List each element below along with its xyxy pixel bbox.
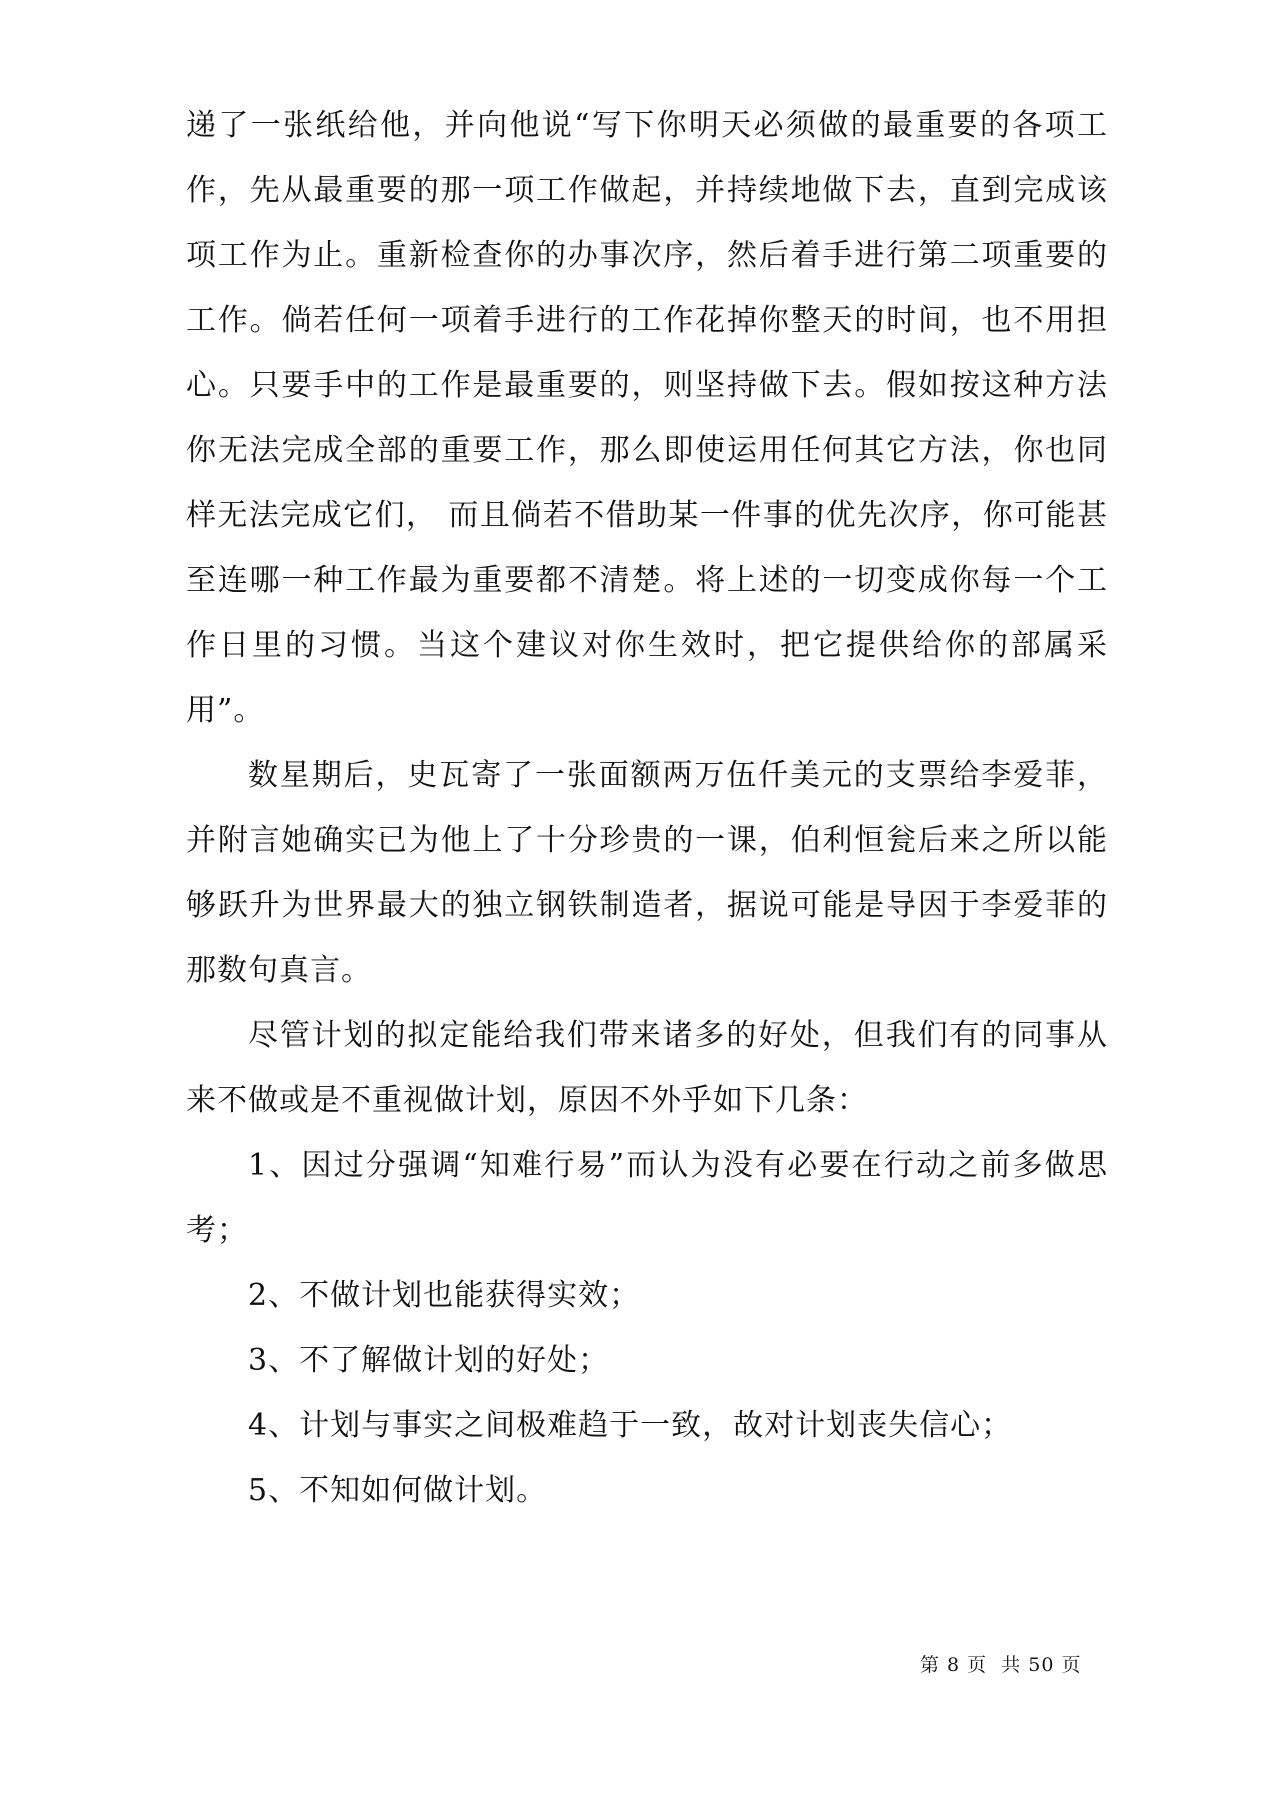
paragraph-continuation: 递了一张纸给他，并向他说“写下你明天必须做的最重要的各项工作，先从最重要的那一项工作做起，并持续地做下去，直到完成该项工作为止。重新检查你的办事次序，然后着手进行第二项重要的工作。倘若任何一项着手进行的工作花掉你整天的时间，也不用担心。只要手中的工作是最重要的，则坚持做下去。假如按这种方法你无法完成全部的重要工作，那么即使运用任何其它方法，你也同样无法完成它们， 而且倘若不借助某一件事的优先次序，你可能甚至连哪一种工作最为重要都不清楚。将上述的一切变成你每一个工作日里的习惯。当这个建议对你生效时，把它提供给你的部属采用”。 <box>186 108 1108 728</box>
list-item-reason-1: 1、因过分强调“知难行易”而认为没有必要在行动之前多做思考； <box>186 1148 1108 1248</box>
list-item-reason-2: 2、不做计划也能获得实效； <box>248 1278 641 1313</box>
page-number-footer: 第 8 页 共 50 页 <box>920 1654 1082 1676</box>
list-item-reason-4: 4、计划与事实之间极难趋于一致，故对计划丧失信心； <box>248 1408 1013 1443</box>
paragraph-schwab-check: 数星期后，史瓦寄了一张面额两万伍仟美元的支票给李爱菲，并附言她确实已为他上了十分珍贵的一课，伯利恒瓮后来之所以能够跃升为世界最大的独立钢铁制造者，据说可能是导因于李爱菲的那数句真言。 <box>186 758 1108 988</box>
list-item-reason-3: 3、不了解做计划的好处； <box>248 1343 610 1378</box>
body-text <box>186 93 1108 1523</box>
paragraph-planning-reasons-intro: 尽管计划的拟定能给我们带来诸多的好处，但我们有的同事从来不做或是不重视做计划，原因不外乎如下几条： <box>186 1018 1108 1118</box>
list-item-reason-5: 5、不知如何做计划。 <box>248 1473 548 1508</box>
